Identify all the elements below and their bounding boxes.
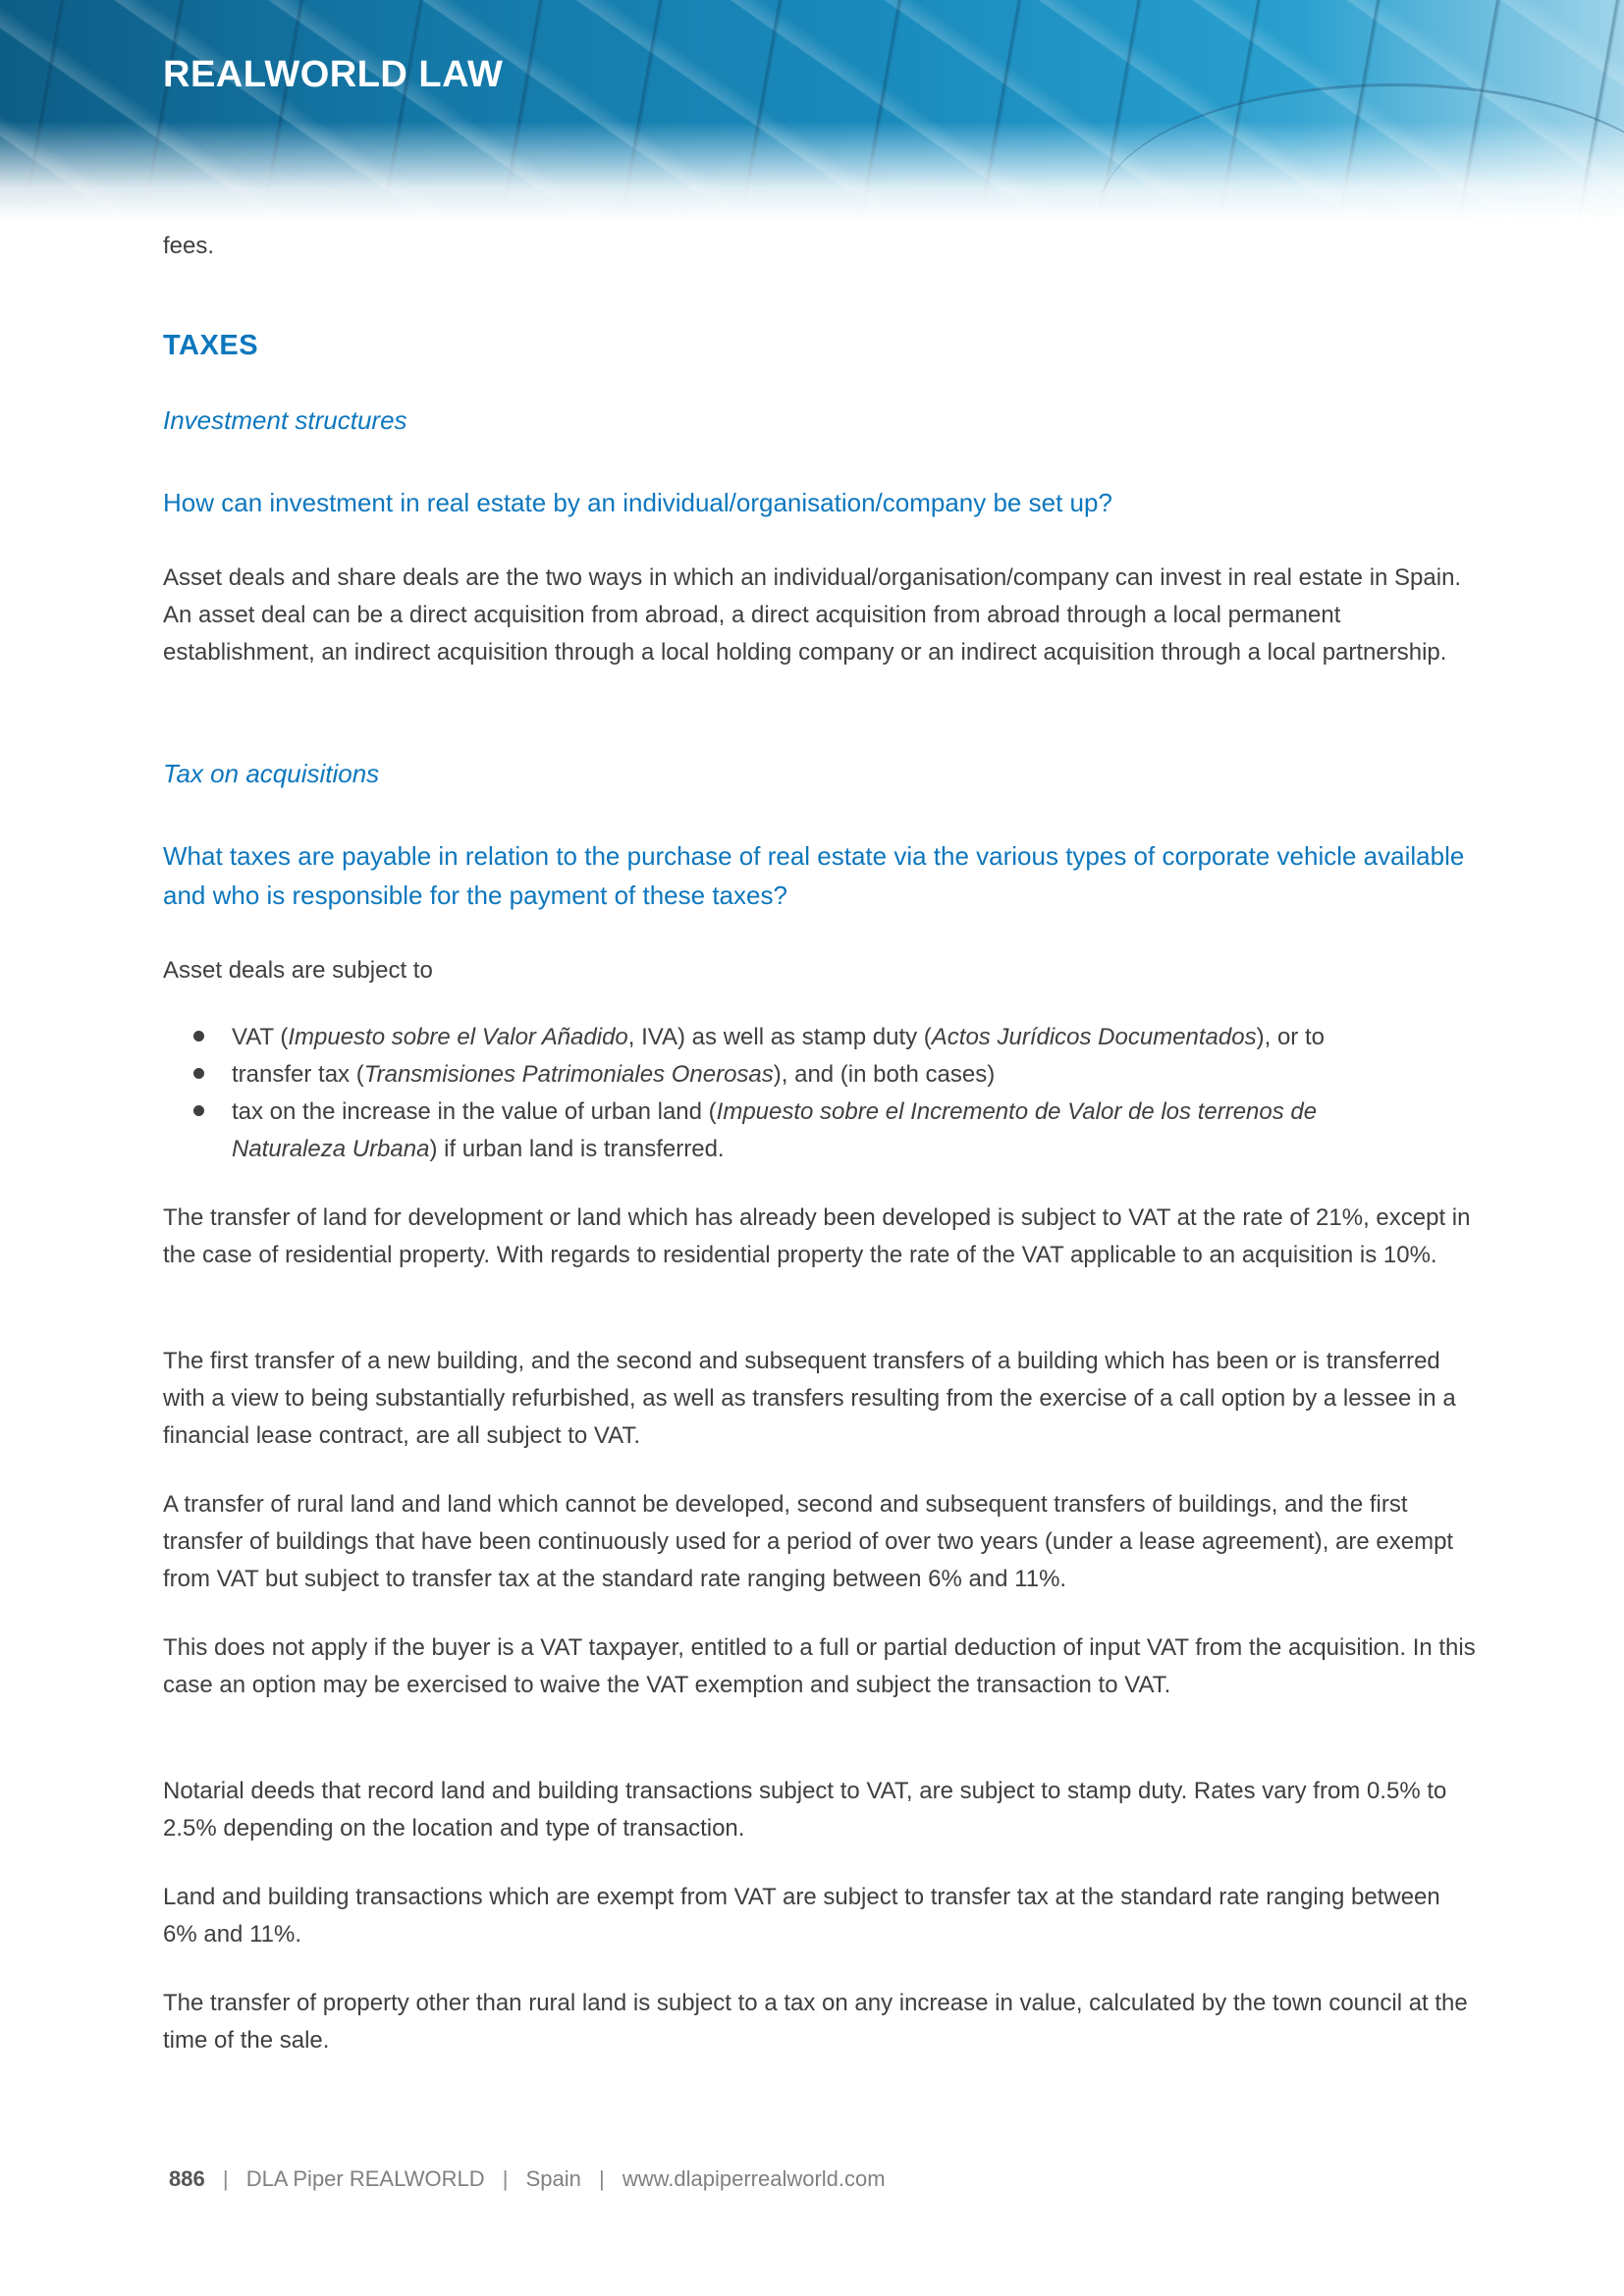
website-link[interactable]: www.dlapiperrealworld.com (622, 2166, 886, 2191)
list-item: transfer tax (Transmisiones Patrimoniales Onerosas), and (in both cases) (149, 1056, 1465, 1094)
publication-name: DLA Piper REALWORLD (245, 2166, 485, 2191)
question-investment: How can investment in real estate by an individual/organisation/company be set up? (163, 488, 1112, 517)
tax-bullet-list (149, 1019, 1465, 1168)
paragraph: The transfer of land for development or land which has already been developed is subject to VAT at the rate of 21%, except in the case of residential property. With regards to residential property the rate of the VAT applicable to an acquisition is 10%. (163, 1204, 1471, 1268)
paragraph: The first transfer of a new building, and the second and subsequent transfers of a building which has been or is transferred with a view to being substantially refurbished, as well as transfers resulting from the exercise of a call option by a lessee in a financial lease contract, are all subject to VAT. (163, 1348, 1456, 1449)
continuation-text: fees. (163, 233, 215, 259)
footer-separator: | (502, 2166, 509, 2191)
footer-separator: | (222, 2166, 229, 2191)
bullet-icon (193, 1105, 204, 1116)
list-item: tax on the increase in the value of urban land (Impuesto sobre el Incremento de Valor de los terrenos de Naturaleza Urbana) if urban land is transferred. (149, 1094, 1465, 1168)
paragraph: Land and building transactions which are exempt from VAT are subject to transfer tax at the standard rate ranging between 6% and 11%. (163, 1884, 1440, 1948)
paragraph: A transfer of rural land and land which cannot be developed, second and subsequent transfers of buildings, and the first transfer of buildings that have been continuously used for a period of over two years (under a lease agreement), are exempt from VAT but subject to transfer tax at the standard rate ranging between 6% and 11%. (163, 1491, 1454, 1592)
intro-text: Asset deals are subject to (163, 957, 433, 984)
bullet-icon (193, 1068, 204, 1079)
paragraph: Notarial deeds that record land and building transactions subject to VAT, are subject to stamp duty. Rates vary from 0.5% to 2.5% depending on the location and type of transaction. (163, 1778, 1447, 1842)
list-item: VAT (Impuesto sobre el Valor Añadido, IVA) as well as stamp duty (Actos Jurídicos Documentados), or to (149, 1019, 1465, 1056)
header-banner (0, 0, 1624, 221)
country-name: Spain (525, 2166, 581, 2191)
bullet-icon (193, 1031, 204, 1041)
paragraph: Asset deals and share deals are the two ways in which an individual/organisation/company can invest in real estate in Spain. An asset deal can be a direct acquisition from abroad, a direct acquisition from abroad through a local permanent establishment, an indirect acquisition through a local holding company or an indirect acquisition through a local partnership. (163, 564, 1462, 666)
footer-separator: | (598, 2166, 605, 2191)
page-footer (169, 2166, 886, 2192)
question-tax-acquisitions: What taxes are payable in relation to the purchase of real estate via the various types of corporate vehicle available and who is responsible for the payment of these taxes? (163, 841, 1465, 910)
subsection-title-tax-acquisitions: Tax on acquisitions (163, 759, 380, 788)
brand-title: REALWORLD LAW (163, 54, 504, 95)
subsection-title-investment: Investment structures (163, 405, 407, 435)
section-title: TAXES (163, 330, 259, 361)
paragraph: The transfer of property other than rural land is subject to a tax on any increase in value, calculated by the town council at the time of the sale. (163, 1990, 1468, 2054)
page-number: 886 (169, 2166, 205, 2191)
building-graphic (1100, 83, 1624, 339)
paragraph: This does not apply if the buyer is a VAT taxpayer, entitled to a full or partial deduction of input VAT from the acquisition. In this case an option may be exercised to waive the VAT exemption and subject the transaction to VAT. (163, 1634, 1476, 1698)
